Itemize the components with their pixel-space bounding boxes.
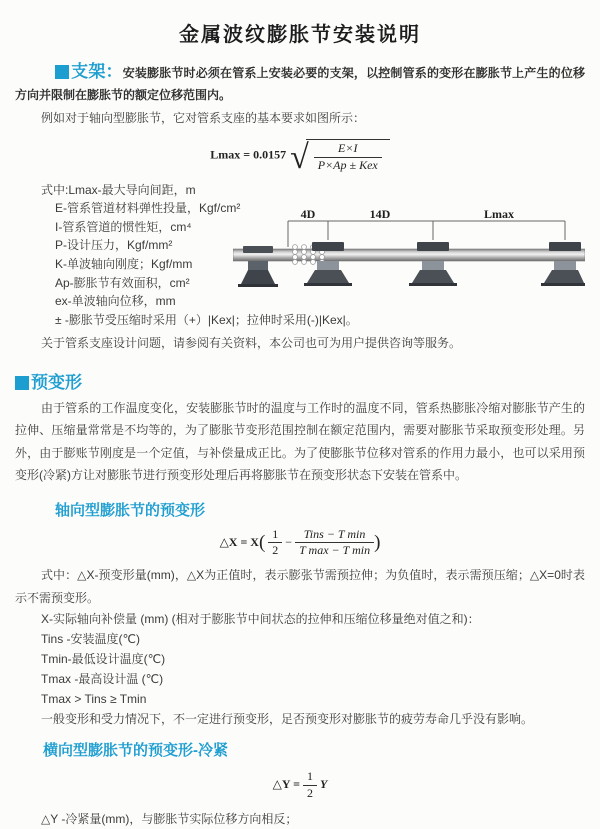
axial-item: Tins -安装温度(℃) [41, 632, 141, 647]
radical-sign: √ [290, 138, 309, 176]
definition-line: K-单波轴向刚度；Kgf/mm [55, 256, 193, 271]
dy-numerator: 1 [303, 770, 317, 786]
definitions-and-diagram [15, 181, 585, 331]
formula-dx-temp-fraction [295, 528, 374, 559]
formula-lmax-numerator: E×I [314, 142, 382, 158]
formula-lmax-denominator: P×Ap ± Kex [317, 157, 378, 172]
definition-line: ex-单波轴向位移，mm [55, 294, 176, 309]
open-paren: ( [258, 531, 266, 553]
formula-dy-lhs: △Y = [272, 777, 300, 792]
definition-line: 式中:Lmax-最大导向间距，m [41, 182, 196, 197]
dy-denominator: 2 [306, 785, 313, 800]
predeform-paragraph: 由于管系的工作温度变化，安装膨胀节时的温度与工作时的温度不同，管系热膨胀冷缩对膨胀节产生的拉伸、压缩量常常是不均等的，为了膨胀节变形范围控制在额定范围内，需要对膨胀节采取预变形处理。另外，由于膨账节刚度是一个定值，与补偿量成正比。为了使膨胀节位移对管系的作用力最小，也可以采用预变形(冷紧)方让对膨胀节进行预变形处理后再将膨胀节在预变形状态下安装在管系中。 [15, 400, 585, 483]
formula-dy-rhs: Y [319, 777, 328, 792]
formula-delta-x [15, 528, 585, 559]
formula-lmax [15, 138, 585, 176]
support-section-label: 支架： [71, 62, 123, 81]
axial-item: Tmax -最高设计温 (℃) [41, 672, 164, 687]
formula-dy-fraction [303, 770, 317, 801]
lateral-subheading: 横向型膨胀节的预变形-冷紧 [43, 742, 228, 760]
definition-line: E-管系管道材料弹性投量，Kgf/cm² [55, 201, 241, 216]
axial-item: 一般变形和受力情况下，不一定进行预变形，足否预变形对膨胀节的疲劳寿命几乎没有影响。 [41, 712, 534, 727]
support-section-intro [15, 61, 585, 106]
dim-label-lmax: Lmax [484, 206, 514, 221]
temp-numerator: Tins − T min [295, 528, 374, 544]
minus-operator: − [285, 534, 293, 549]
axial-subheading: 轴向型膨胀节的预变形 [55, 501, 206, 519]
definition-line: I-管系管道的惯性矩，cm⁴ [55, 219, 192, 234]
half-denominator: 2 [272, 543, 279, 558]
support-example-text: 例如对于轴向型膨胀节，它对管系支座的基本要求如图所示： [41, 111, 366, 125]
section-bullet-square [15, 376, 29, 390]
page-title: 金属波纹膨胀节安装说明 [179, 24, 421, 46]
sqrt-radical [290, 138, 390, 176]
dim-label-4d: 4D [300, 206, 316, 221]
support-lead-text: 安装膨胀节时必须在管系上安装必要的支架，以控制管系的变形在膨胀节上产生的位移方向并限制在膨胀节的额定位移范围内。 [15, 66, 585, 102]
axial-item: X-实际轴向补偿量 (mm) (相对于膨胀节中间状态的拉伸和压缩位移量绝对值之和)： [41, 612, 480, 627]
radical-body [306, 139, 390, 173]
guide-support [409, 242, 457, 286]
predeform-section-heading [15, 368, 585, 393]
axial-formula-explanation: 式中：△X-预变形量(mm)，△X为正值时，表示膨张节需预拉伸；为负值时，表示需预压缩；△X=0时表示不需预变形。 [15, 568, 585, 605]
temp-denominator: T max − T min [299, 543, 371, 558]
axial-item: Tmin-最低设计温度(℃) [41, 652, 166, 667]
axial-item: Tmax > Tins ≥ Tmin [41, 692, 147, 707]
definition-line: ± -膨胀节受压缩时采用（+）|Kex|；拉伸时采用(-)|Kex|。 [55, 312, 358, 327]
formula-dx-half-fraction [268, 528, 282, 559]
formula-lmax-lhs: Lmax = 0.0157 [210, 147, 287, 162]
dim-label-14d: 14D [369, 206, 391, 221]
guide-support [541, 242, 585, 286]
pipe-support-diagram [233, 207, 585, 302]
definition-line: P-设计压力，Kgf/mm² [55, 238, 173, 253]
formula-dx-lhs: △X = X [219, 534, 259, 549]
formula-delta-y [15, 770, 585, 801]
support-note-text: 关于管系支座设计问题，请参阅有关资料，本公司也可为用户提供咨询等服务。 [41, 335, 462, 350]
half-numerator: 1 [268, 528, 282, 544]
section-bullet-square [55, 65, 69, 79]
lateral-item: △Y -冷紧量(mm)，与膨胀节实际位移方向相反； [41, 811, 298, 826]
close-paren: ) [374, 531, 381, 553]
formula-lmax-fraction [314, 142, 382, 173]
fixed-anchor-support [238, 246, 278, 287]
definition-line: Ap-膨胀节有效面积，cm² [55, 275, 190, 290]
predeform-heading-label: 预变形 [31, 372, 82, 392]
pipe [233, 249, 585, 261]
